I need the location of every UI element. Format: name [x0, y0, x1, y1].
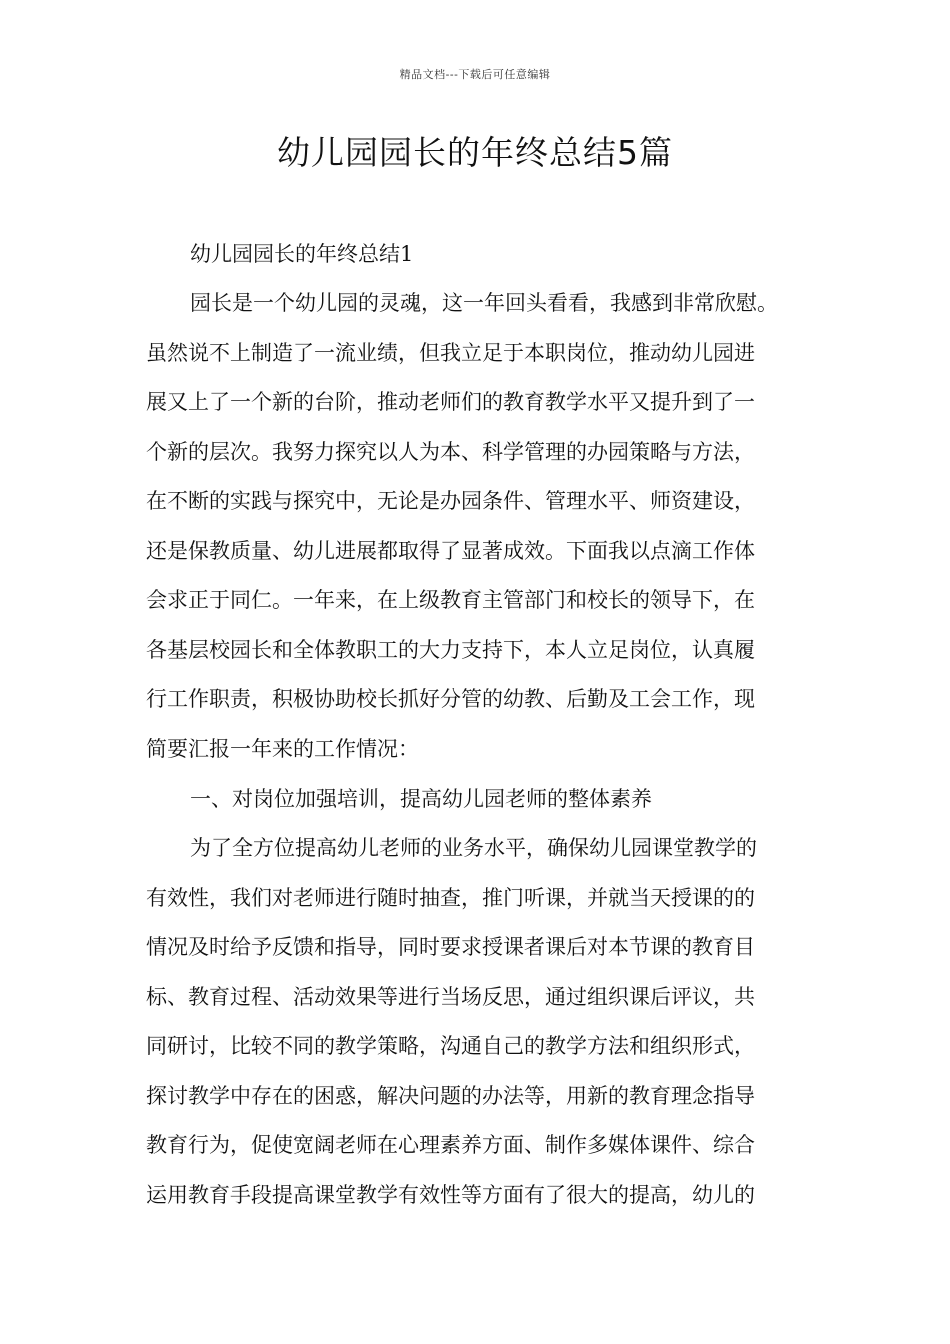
- paragraph-line: 运用教育手段提高课堂教学有效性等方面有了很大的提高，幼儿的: [146, 1183, 755, 1207]
- paragraph-line: 展又上了一个新的台阶，推动老师们的教育教学水平又提升到了一: [146, 390, 755, 414]
- paragraph-line: 有效性，我们对老师进行随时抽查，推门听课，并就当天授课的的: [146, 886, 755, 910]
- paragraph-line: 会求正于同仁。一年来，在上级教育主管部门和校长的领导下，在: [146, 588, 755, 612]
- section-heading: 一、对岗位加强培训，提高幼儿园老师的整体素养: [190, 787, 652, 811]
- paragraph-line: 个新的层次。我努力探究以人为本、科学管理的办园策略与方法，: [146, 440, 755, 464]
- paragraph-line: 标、教育过程、活动效果等进行当场反思，通过组织课后评议，共: [146, 985, 755, 1009]
- paragraph-line: 虽然说不上制造了一流业绩，但我立足于本职岗位，推动幼儿园进: [146, 341, 755, 365]
- paragraph-line: 行工作职责，积极协助校长抓好分管的幼教、后勤及工会工作，现: [146, 687, 755, 711]
- paragraph-line: 在不断的实践与探究中，无论是办园条件、管理水平、师资建设，: [146, 489, 755, 513]
- paragraph-line: 还是保教质量、幼儿进展都取得了显著成效。下面我以点滴工作体: [146, 539, 755, 563]
- paragraph-line: 教育行为，促使宽阔老师在心理素养方面、制作多媒体课件、综合: [146, 1133, 755, 1157]
- paragraph-line: 各基层校园长和全体教职工的大力支持下，本人立足岗位，认真履: [146, 638, 755, 662]
- document-title: 幼儿园园长的年终总结5篇: [277, 133, 673, 172]
- paragraph-line: 为了全方位提高幼儿老师的业务水平，确保幼儿园课堂教学的: [190, 836, 757, 860]
- paragraph-line: 简要汇报一年来的工作情况：: [146, 737, 419, 761]
- paragraph-line: 园长是一个幼儿园的灵魂，这一年回头看看，我感到非常欣慰。: [190, 291, 778, 315]
- paragraph-line: 情况及时给予反馈和指导，同时要求授课者课后对本节课的教育目: [146, 935, 755, 959]
- section-heading: 幼儿园园长的年终总结1: [190, 242, 414, 266]
- header-note: 精品文档---下载后可任意编辑: [399, 68, 551, 81]
- paragraph-line: 同研讨，比较不同的教学策略，沟通自己的教学方法和组织形式，: [146, 1034, 755, 1058]
- paragraph-line: 探讨教学中存在的困惑，解决问题的办法等，用新的教育理念指导: [146, 1084, 755, 1108]
